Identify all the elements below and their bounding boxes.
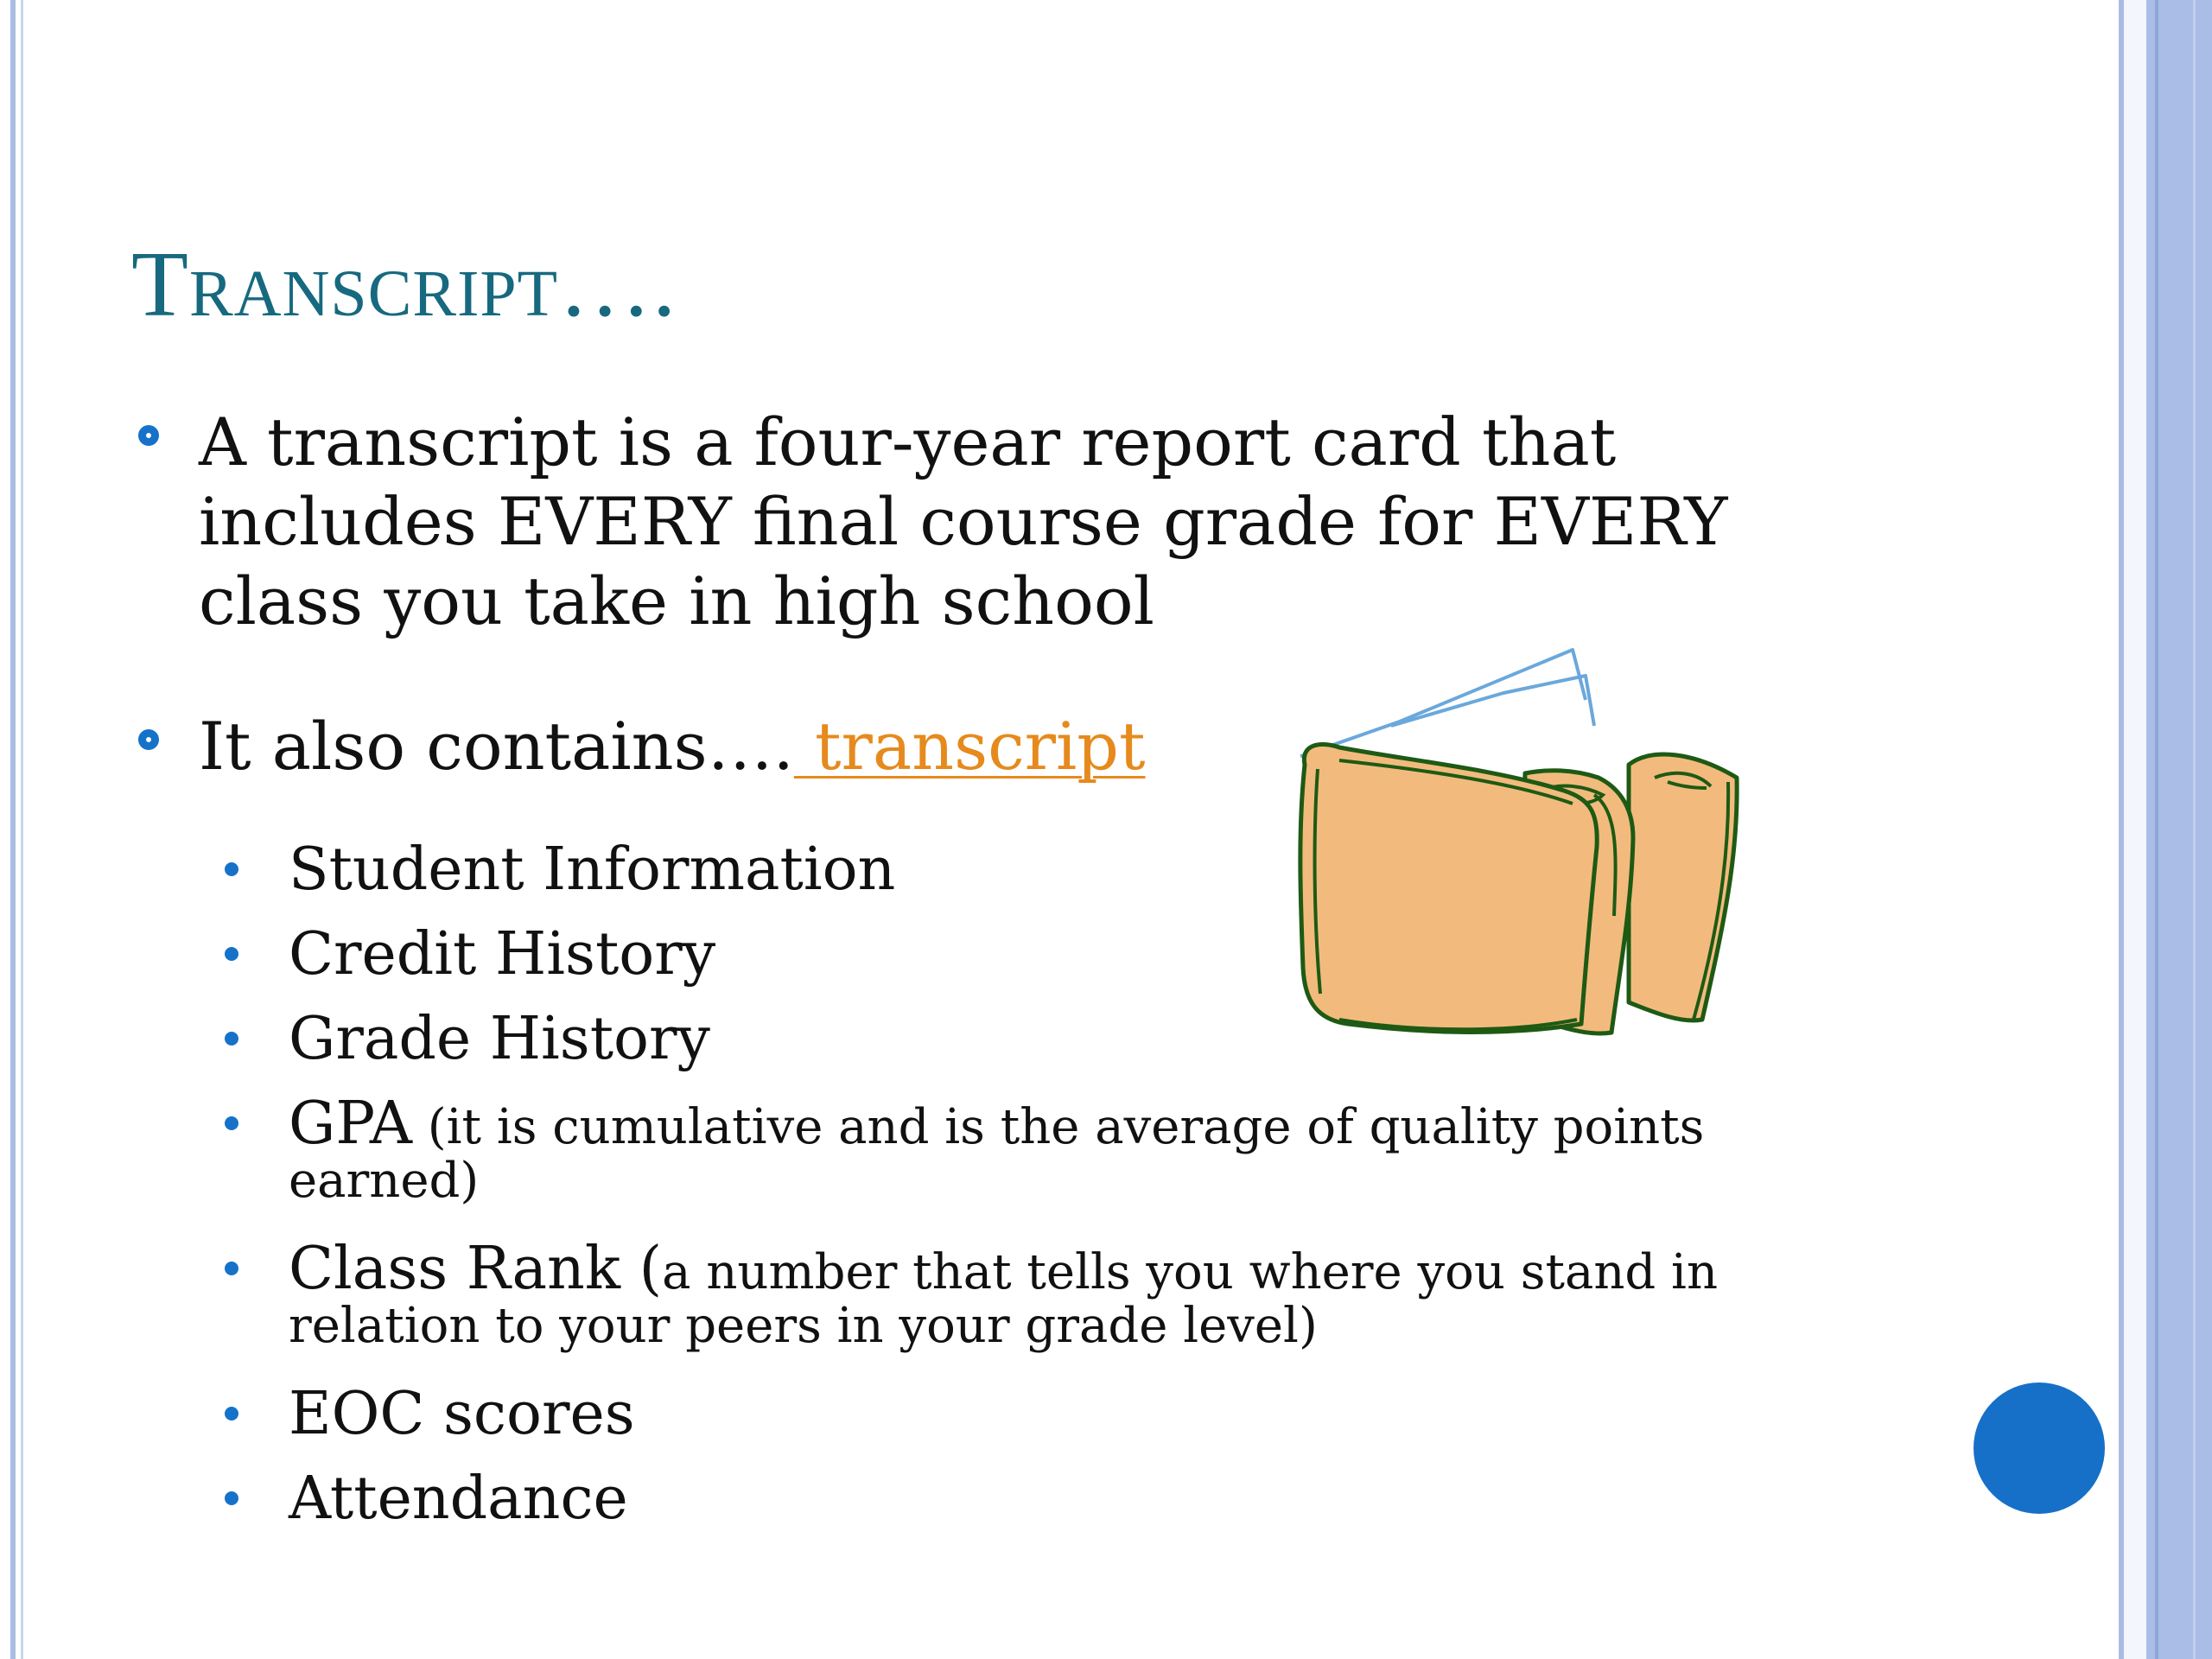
list-item-text (289, 1236, 1718, 1306)
left-frame-line (10, 0, 16, 1659)
slide-title: Transcript…. (131, 233, 677, 336)
bullet-contains-label: It also contains…. (199, 708, 794, 785)
dot-bullet-icon (225, 862, 238, 876)
list-item-label: GPA (289, 1090, 412, 1158)
bullet-contains-text (199, 707, 1145, 786)
bullet-line: includes EVERY final course grade for EVERY (199, 483, 1728, 560)
dot-bullet-icon (225, 1262, 238, 1275)
folder-scrolls-icon (1287, 639, 1754, 1046)
bullet-line: class you take in high school (199, 563, 1154, 639)
list-item-text: Grade History (289, 1005, 710, 1073)
dot-bullet-icon (225, 1116, 238, 1130)
left-frame-line-inner (21, 0, 23, 1659)
dot-bullet-icon (225, 1491, 238, 1505)
bullet-line: A transcript is a four-year report card that (199, 404, 1617, 480)
list-item-label: Class Rank ( (289, 1235, 663, 1303)
dot-bullet-icon (225, 1407, 238, 1421)
list-item-detail: a number that tells you where you stand in (662, 1244, 1719, 1300)
decorative-circle (1974, 1382, 2105, 1514)
list-item-text: Student Information (289, 836, 896, 904)
list-item-text: Attendance (289, 1465, 628, 1533)
right-frame-stripe (2155, 0, 2158, 1659)
list-item-detail: (it is cumulative and is the average of quality points (411, 1099, 1705, 1155)
ring-bullet-icon (138, 729, 159, 750)
bullet-definition-text (199, 403, 1727, 641)
list-item-continuation: earned) (289, 1153, 480, 1209)
dot-bullet-icon (225, 947, 238, 961)
list-item-text: Credit History (289, 920, 716, 988)
list-item-continuation: relation to your peers in your grade level) (289, 1298, 1318, 1354)
list-item-text (289, 1090, 1704, 1161)
right-frame-gap (2124, 0, 2146, 1659)
list-item-text: EOC scores (289, 1380, 635, 1448)
right-frame-stripe-2 (2193, 0, 2196, 1659)
transcript-link[interactable]: transcript (793, 708, 1146, 785)
ring-bullet-icon (138, 425, 159, 446)
dot-bullet-icon (225, 1032, 238, 1046)
